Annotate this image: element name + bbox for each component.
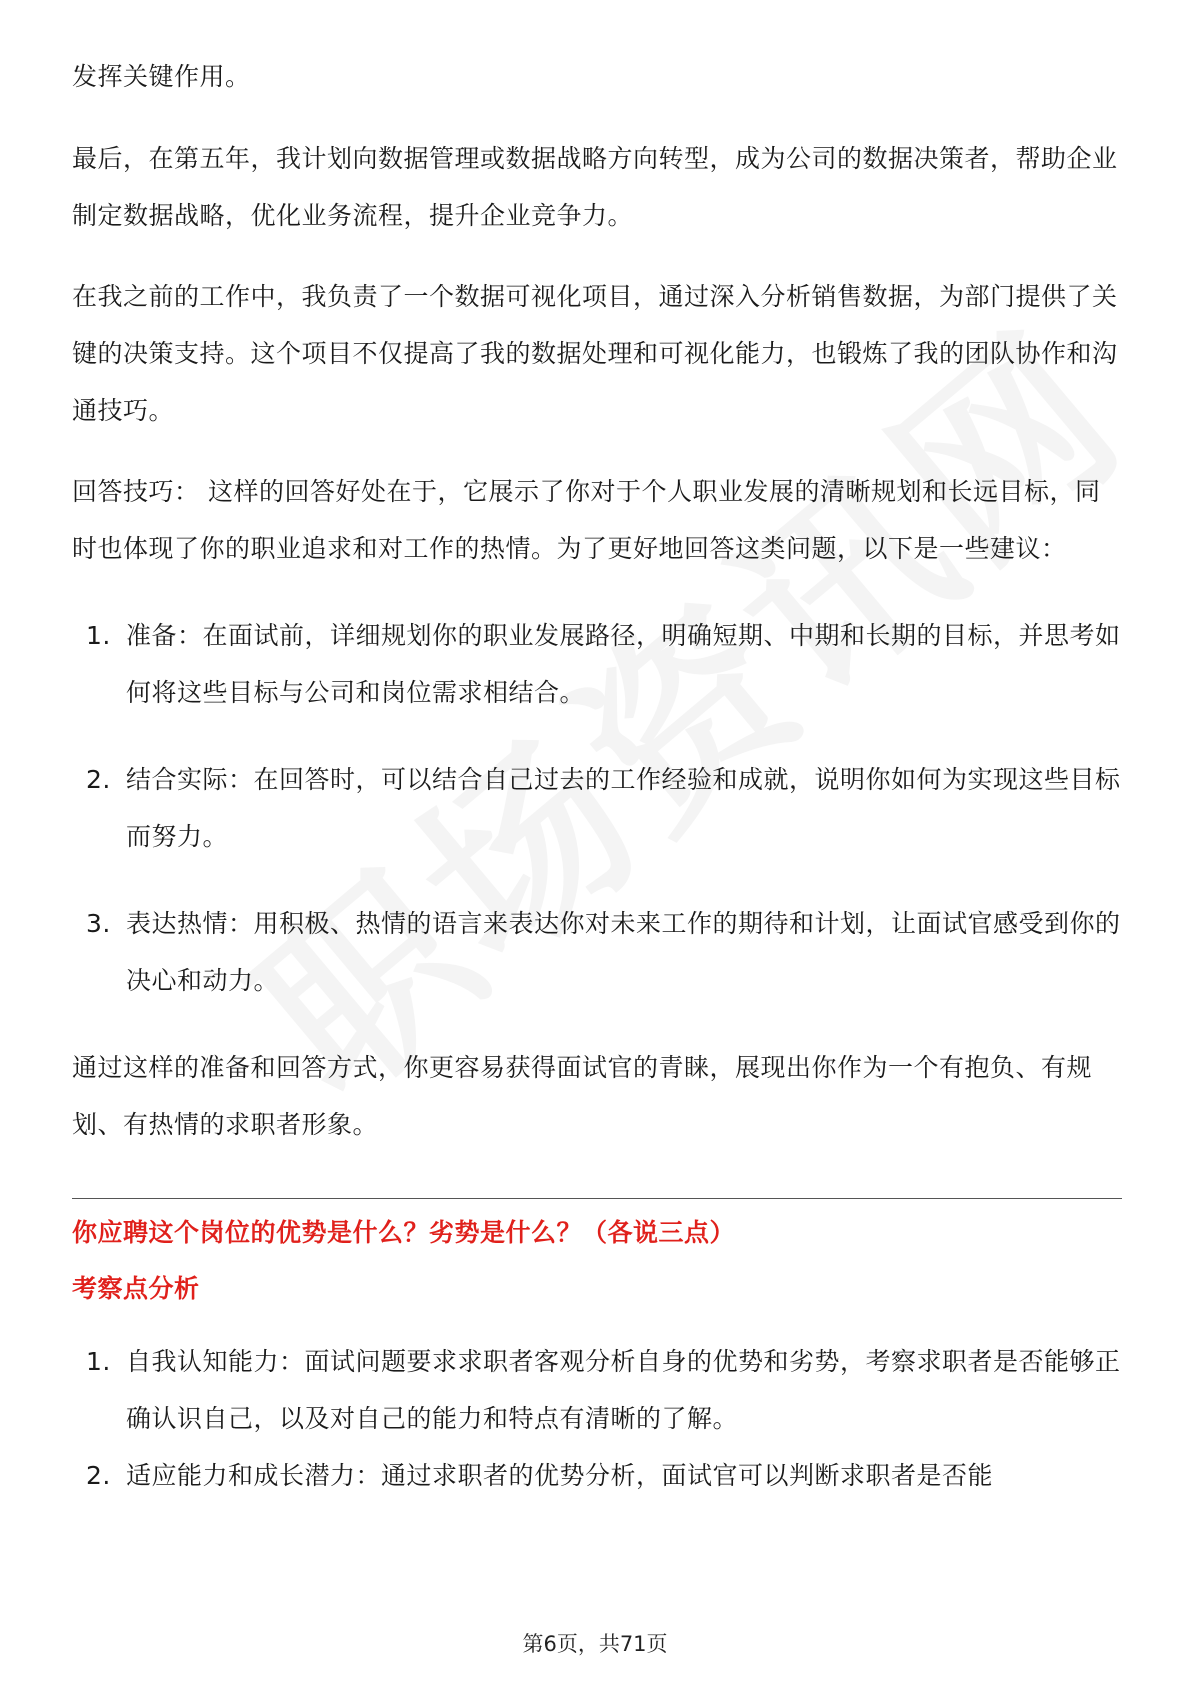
list-item [72, 895, 1122, 1009]
section-divider [72, 1198, 1122, 1199]
list-number: 1. [86, 1347, 111, 1376]
list-item [72, 1447, 1122, 1504]
question-title: 你应聘这个岗位的优势是什么？劣势是什么？（各说三点） [72, 1218, 736, 1247]
paragraph-closing: 通过这样的准备和回答方式，你更容易获得面试官的青睐，展现出你作为一个有抱负、有规划、有热情的求职者形象。 [72, 1053, 1093, 1139]
list-number: 2. [86, 765, 111, 794]
analysis-list [72, 1333, 1122, 1504]
paragraph-continuation: 发挥关键作用。 [72, 62, 251, 91]
paragraph-fifth-year: 最后，在第五年，我计划向数据管理或数据战略方向转型，成为公司的数据决策者，帮助企业制定数据战略，优化业务流程，提升企业竞争力。 [72, 144, 1118, 230]
analysis-heading: 考察点分析 [72, 1274, 200, 1303]
list-number: 2. [86, 1461, 111, 1490]
list-item [72, 607, 1122, 721]
list-item-text: 结合实际：在回答时，可以结合自己过去的工作经验和成就，说明你如何为实现这些目标而努力。 [126, 765, 1121, 851]
paragraph-answer-tips: 回答技巧： 这样的回答好处在于，它展示了你对于个人职业发展的清晰规划和长远目标，同时也体现了你的职业追求和对工作的热情。为了更好地回答这类问题，以下是一些建议： [72, 477, 1101, 563]
list-item-text: 适应能力和成长潜力：通过求职者的优势分析，面试官可以判断求职者是否能 [126, 1461, 994, 1490]
list-item-text: 准备：在面试前，详细规划你的职业发展路径，明确短期、中期和长期的目标，并思考如何将这些目标与公司和岗位需求相结合。 [126, 621, 1121, 707]
paragraph-previous-work: 在我之前的工作中，我负责了一个数据可视化项目，通过深入分析销售数据，为部门提供了关键的决策支持。这个项目不仅提高了我的数据处理和可视化能力，也锻炼了我的团队协作和沟通技巧。 [72, 282, 1118, 425]
list-item [72, 1333, 1122, 1447]
list-number: 3. [86, 909, 111, 938]
tips-list [72, 607, 1122, 1009]
list-number: 1. [86, 621, 111, 650]
list-item [72, 751, 1122, 865]
page-footer: 第6页，共71页 [522, 1632, 668, 1656]
list-item-text: 自我认知能力：面试问题要求求职者客观分析自身的优势和劣势，考察求职者是否能够正确认识自己，以及对自己的能力和特点有清晰的了解。 [126, 1347, 1121, 1433]
list-item-text: 表达热情：用积极、热情的语言来表达你对未来工作的期待和计划，让面试官感受到你的决心和动力。 [126, 909, 1121, 995]
document-page [72, 48, 1122, 1504]
